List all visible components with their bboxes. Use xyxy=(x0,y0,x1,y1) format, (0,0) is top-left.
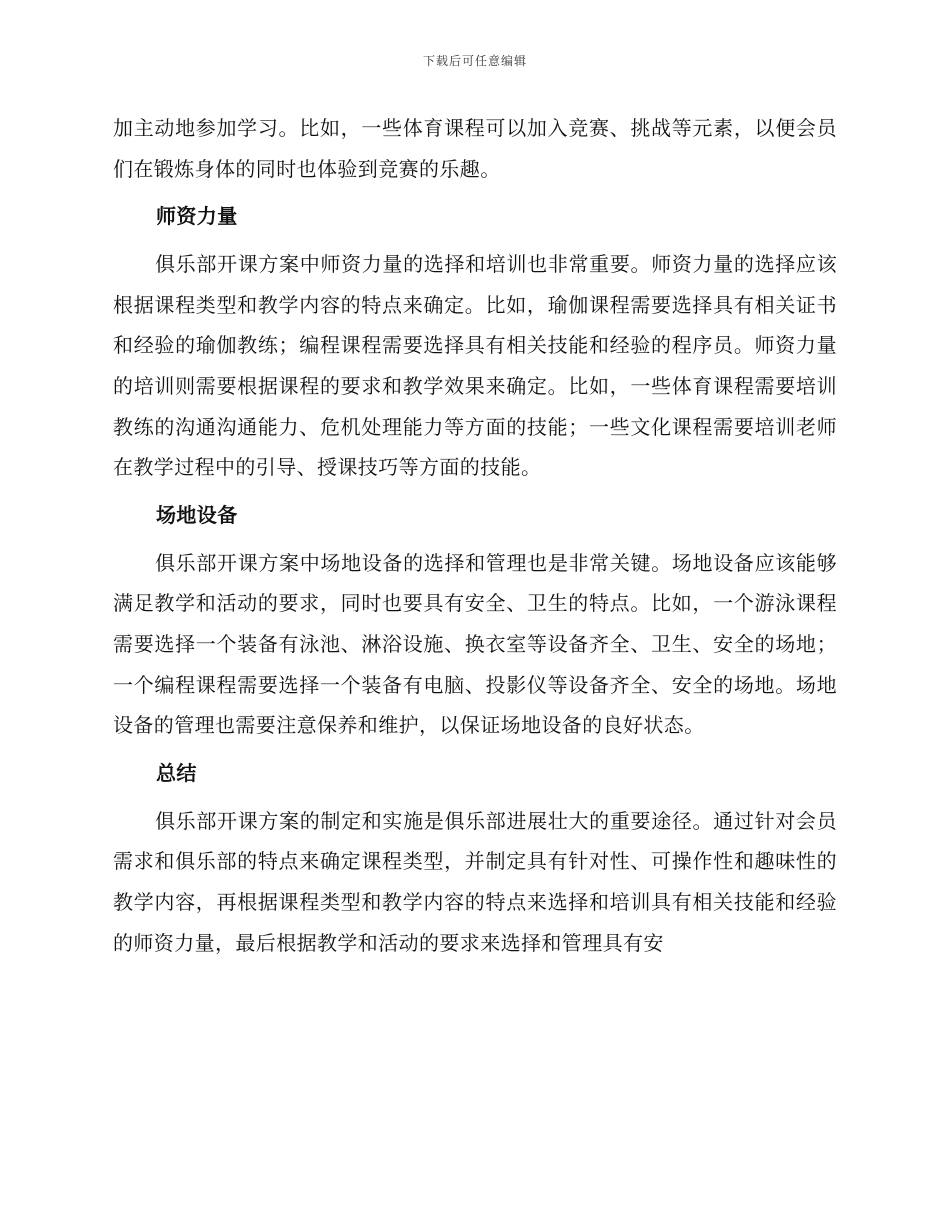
facilities-paragraph: 俱乐部开课方案中场地设备的选择和管理也是非常关键。场地设备应该能够满足教学和活动的要求，同时也要具有安全、卫生的特点。比如，一个游泳课程需要选择一个装备有泳池、淋浴设施、换衣室等设备齐全、卫生、安全的场地；一个编程课程需要选择一个装备有电脑、投影仪等设备齐全、安全的场地。场地设备的管理也需要注意保养和维护，以保证场地设备的良好状态。 xyxy=(113,550,837,738)
summary-heading: 总结 xyxy=(156,760,197,785)
facilities-heading: 场地设备 xyxy=(156,502,238,527)
teachers-heading: 师资力量 xyxy=(156,204,238,229)
intro-continuation-paragraph: 加主动地参加学习。比如，一些体育课程可以加入竞赛、挑战等元素，以便会员们在锻炼身体的同时也体验到竞赛的乐趣。 xyxy=(113,116,837,181)
page-header: 下载后可任意编辑 xyxy=(422,54,527,68)
summary-paragraph: 俱乐部开课方案的制定和实施是俱乐部进展壮大的重要途径。通过针对会员需求和俱乐部的特点来确定课程类型，并制定具有针对性、可操作性和趣味性的教学内容，再根据课程类型和教学内容的特点来选择和培训具有相关技能和经验的师资力量，最后根据教学和活动的要求来选择和管理具有安 xyxy=(113,808,837,955)
document-body xyxy=(113,108,837,963)
teachers-paragraph: 俱乐部开课方案中师资力量的选择和培训也非常重要。师资力量的选择应该根据课程类型和教学内容的特点来确定。比如，瑜伽课程需要选择具有相关证书和经验的瑜伽教练；编程课程需要选择具有相关技能和经验的程序员。师资力量的培训则需要根据课程的要求和教学效果来确定。比如，一些体育课程需要培训教练的沟通沟通能力、危机处理能力等方面的技能；一些文化课程需要培训老师在教学过程中的引导、授课技巧等方面的技能。 xyxy=(113,252,837,480)
